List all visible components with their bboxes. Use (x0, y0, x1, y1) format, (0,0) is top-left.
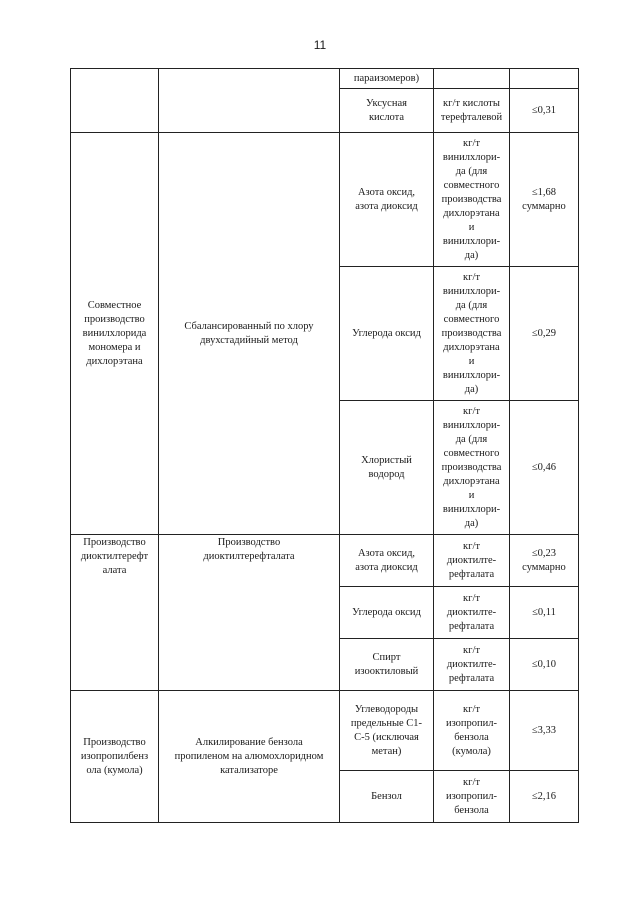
unit-text: дихлорэтана (443, 207, 500, 219)
limit-value: ≤0,23 (531, 547, 557, 559)
process-text: Совместное (87, 299, 142, 311)
unit-text: да (для (455, 165, 488, 177)
process-text: Производство (83, 537, 146, 548)
method-cell (159, 691, 340, 823)
process-text: диоктилтерефт (80, 551, 149, 562)
unit-text: да) (464, 517, 479, 529)
unit-text: да (для (455, 299, 488, 311)
unit-text: кг/т (463, 592, 480, 604)
limit-cell (510, 535, 579, 587)
limit-value: ≤0,46 (531, 461, 557, 473)
unit-text: диоктилте- (446, 606, 497, 618)
limit-value: ≤0,10 (531, 658, 557, 670)
substance-text: метан) (371, 745, 402, 757)
substance-cell (340, 639, 434, 691)
unit-text: кг/т (463, 644, 480, 656)
substance-text: изооктиловый (354, 665, 419, 677)
method-text: Сбалансированный по хлору (184, 320, 314, 332)
substance-cell (340, 89, 434, 133)
substance-text: предельные С1- (350, 717, 423, 729)
unit-text: рефталата (448, 568, 495, 580)
table-row (71, 535, 579, 587)
unit-text: бензола (454, 804, 489, 816)
unit-text: совместного (443, 313, 500, 325)
process-text: изопропилбенз (80, 750, 149, 762)
unit-cell (434, 89, 510, 133)
limit-cell (510, 401, 579, 535)
unit-cell (434, 587, 510, 639)
unit-text: рефталата (448, 620, 495, 632)
substance-cell (340, 133, 434, 267)
limit-value: ≤0,29 (531, 327, 557, 339)
substance-text: Бензол (371, 790, 402, 802)
substance-cell (340, 691, 434, 771)
unit-text: дихлорэтана (443, 341, 500, 353)
unit-text: совместного (443, 447, 500, 459)
page-number: 11 (313, 38, 327, 52)
unit-text: да) (464, 383, 479, 395)
substance-cell (340, 587, 434, 639)
unit-text: кг/т кислоты (443, 97, 500, 109)
process-cell (71, 69, 159, 133)
unit-text: винилхлори- (442, 235, 501, 247)
limit-value: ≤3,33 (531, 724, 557, 736)
unit-cell (434, 69, 510, 89)
unit-text: винилхлори- (442, 369, 501, 381)
unit-text: совместного (443, 179, 500, 191)
table-row (71, 69, 579, 89)
unit-text: диоктилте- (446, 658, 497, 670)
method-cell (159, 535, 340, 691)
limit-cell (510, 639, 579, 691)
process-text: ола (кумола) (86, 764, 143, 776)
substance-text: азота диоксид (355, 200, 418, 212)
unit-text: винилхлори- (442, 419, 501, 431)
limit-value: ≤0,11 (532, 606, 556, 618)
substance-text: Азота оксид, (357, 547, 416, 559)
method-text: диоктилтерефталата (203, 551, 295, 562)
unit-text: производства (441, 461, 502, 473)
limit-cell (510, 69, 579, 89)
unit-text: винилхлори- (442, 503, 501, 515)
unit-text: бензола (454, 731, 489, 743)
substance-cell (340, 771, 434, 823)
substance-cell (340, 69, 434, 89)
substance-text: азота диоксид (355, 561, 418, 573)
unit-cell (434, 771, 510, 823)
method-cell (159, 69, 340, 133)
unit-cell (434, 691, 510, 771)
substance-text: параизомеров) (353, 72, 420, 84)
unit-cell (434, 535, 510, 587)
method-text: двухстадийный метод (200, 334, 298, 346)
table-row (71, 133, 579, 267)
substance-text: Углерода оксид (352, 606, 421, 618)
emissions-table (70, 68, 579, 823)
substance-text: Азота оксид, (357, 186, 416, 198)
unit-text: винилхлори- (442, 151, 501, 163)
substance-cell (340, 267, 434, 401)
limit-cell (510, 89, 579, 133)
unit-text: да) (464, 249, 479, 261)
unit-cell (434, 133, 510, 267)
method-cell (159, 133, 340, 535)
substance-text: Углерода оксид (352, 327, 421, 339)
process-text: винилхлорида (82, 327, 147, 339)
method-text: Алкилирование бензола (195, 736, 303, 748)
unit-cell (434, 267, 510, 401)
process-text: дихлорэтана (86, 355, 143, 367)
unit-text: дихлорэтана (443, 475, 500, 487)
unit-text: кг/т (463, 776, 480, 788)
unit-text: производства (441, 193, 502, 205)
unit-text: диоктилте- (446, 554, 497, 566)
limit-cell (510, 771, 579, 823)
limit-value: ≤0,31 (531, 104, 557, 116)
unit-text: (кумола) (452, 745, 491, 757)
unit-text: изопропил- (445, 790, 498, 802)
substance-text: Уксусная (366, 97, 407, 109)
process-cell (71, 691, 159, 823)
process-text: Производство (83, 736, 146, 748)
process-text: производство (84, 313, 145, 325)
unit-text: кг/т (463, 405, 480, 417)
method-text: пропиленом на алюмохлоридном (174, 750, 324, 762)
limit-value: суммарно (522, 200, 566, 212)
method-text: Производство (217, 537, 281, 548)
limit-value: суммарно (522, 561, 566, 573)
substance-text: С-5 (исключая (354, 731, 419, 743)
process-text: алата (102, 565, 127, 576)
unit-cell (434, 401, 510, 535)
limit-value: ≤2,16 (531, 790, 557, 802)
substance-cell (340, 535, 434, 587)
substance-text: Углеводороды (354, 703, 419, 715)
unit-text: изопропил- (445, 717, 498, 729)
limit-cell (510, 587, 579, 639)
substance-text: кислота (368, 111, 405, 123)
substance-text: Спирт (372, 651, 401, 663)
unit-text: терефталевой (440, 111, 503, 123)
unit-text: кг/т (463, 540, 480, 552)
unit-text: и (468, 489, 475, 501)
unit-text: кг/т (463, 271, 480, 283)
unit-text: производства (441, 327, 502, 339)
unit-text: и (468, 355, 475, 367)
substance-text: Хлористый (361, 454, 412, 466)
process-text: мономера и (88, 341, 141, 353)
unit-cell (434, 639, 510, 691)
method-text: катализаторе (220, 764, 278, 776)
process-cell (71, 535, 159, 691)
limit-value: ≤1,68 (531, 186, 557, 198)
substance-text: водород (368, 468, 405, 480)
unit-text: рефталата (448, 672, 495, 684)
limit-cell (510, 267, 579, 401)
unit-text: кг/т (463, 137, 480, 149)
unit-text: да (для (455, 433, 488, 445)
unit-text: винилхлори- (442, 285, 501, 297)
table-row (71, 691, 579, 771)
substance-cell (340, 401, 434, 535)
process-cell (71, 133, 159, 535)
limit-cell (510, 691, 579, 771)
unit-text: и (468, 221, 475, 233)
limit-cell (510, 133, 579, 267)
unit-text: кг/т (463, 703, 480, 715)
